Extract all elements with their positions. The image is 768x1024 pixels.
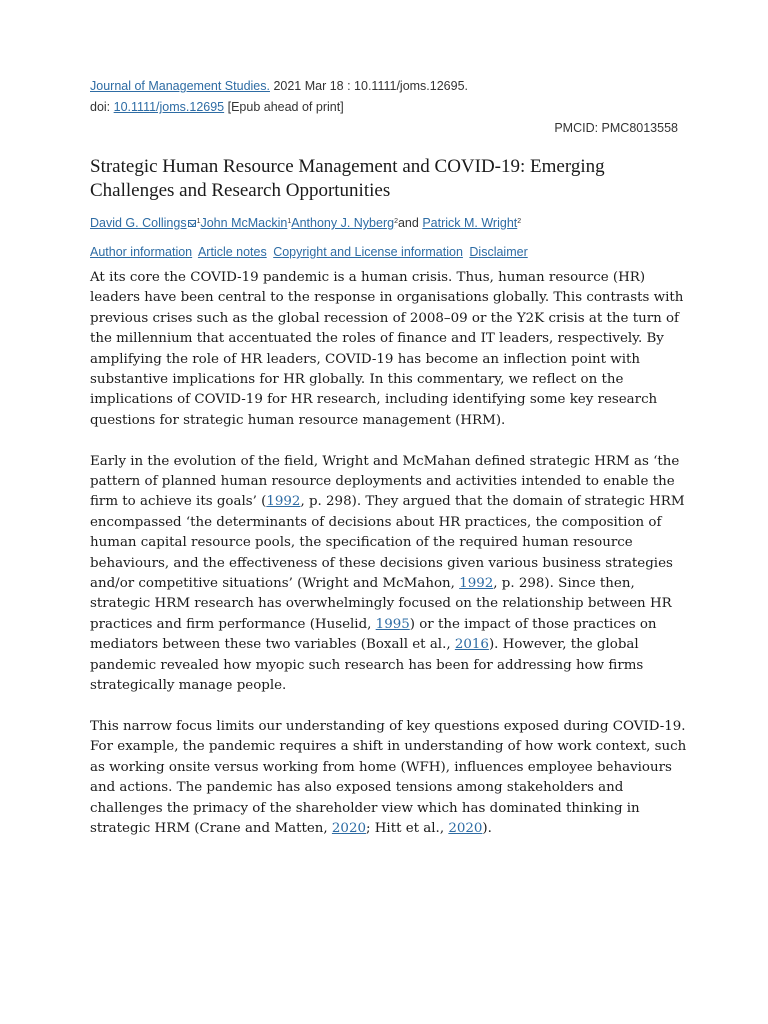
author-affiliation-sup: 2 [517, 218, 522, 225]
paragraph-text: Early in the evolution of the field, Wright and McMahan defined strategic HRM as ‘the pattern of planned human resource deployments and activities intended to enable the firm to achieve its goals’ ( [90, 453, 680, 510]
pmcid-label: PMCID: PMC8013558 [554, 121, 678, 135]
journal-link[interactable]: Journal of Management Studies. [90, 79, 270, 93]
author-joiner: and [397, 216, 423, 230]
paragraph-text: This narrow focus limits our understanding of key questions exposed during COVID-19. For example, the pandemic requires a shift in understanding of how work context, such as working onsite versus working from home (WFH), influences employee behaviours and actions. The pandemic has also exposed tensions among stakeholders and challenges the primacy of the shareholder view which has dominated thinking in strategic HRM (Crane and Matten, [90, 718, 687, 836]
email-icon[interactable] [188, 220, 196, 227]
article-body [90, 268, 690, 860]
reference-link[interactable]: 1992 [459, 576, 494, 592]
epub-note: [Epub ahead of print] [224, 100, 344, 114]
author-link-wright[interactable]: Patrick M. Wright [422, 216, 518, 230]
doi-link[interactable]: 10.1111/joms.12695 [113, 100, 225, 114]
reference-link[interactable]: 1995 [375, 616, 410, 632]
author-link-mcmackin[interactable]: John McMackin [200, 216, 288, 230]
author-link-collings[interactable]: David G. Collings [90, 216, 187, 230]
citation-date-doi: 2021 Mar 18 : 10.1111/joms.12695. [269, 79, 469, 93]
author-affiliation-sup: 1 [196, 218, 201, 225]
disclaimer-link[interactable]: Disclaimer [469, 245, 528, 259]
reference-link[interactable]: 1992 [266, 494, 301, 510]
paragraph-text: ). [482, 820, 492, 836]
paragraph-2 [90, 452, 690, 697]
paragraph-text: ) or the impact of those practices on mediators between these two variables (Boxall et al., [90, 616, 657, 653]
author-affiliation-sup: 1 [287, 218, 292, 225]
paragraph-text: , p. 298). Since then, strategic HRM research has overwhelmingly focused on the relationship between HR practices and firm performance (Huselid, [90, 576, 672, 632]
author-information-link[interactable]: Author information [90, 245, 193, 259]
author-affiliation-sup: 2 [394, 218, 398, 225]
reference-link[interactable]: 2020 [448, 820, 483, 836]
doi-label: doi: [90, 100, 114, 114]
article-notes-link[interactable]: Article notes [197, 245, 267, 259]
article-title: Strategic Human Resource Management and COVID-19: Emerging Challenges and Research Opportunities [90, 156, 605, 201]
article-info-links [90, 245, 531, 259]
doi-line [90, 100, 680, 114]
citation-line [90, 79, 680, 93]
copyright-link[interactable]: Copyright and License information [273, 245, 463, 259]
author-link-nyberg[interactable]: Anthony J. Nyberg [291, 216, 395, 230]
paragraph-1: At its core the COVID-19 pandemic is a human crisis. Thus, human resource (HR) leaders have been central to the response in organisations globally. This contrasts with previous crises such as the global recession of 2008–09 or the Y2K crisis at the turn of the millennium that accentuated the roles of finance and IT leaders, respectively. By amplifying the role of HR leaders, COVID-19 has become an inflection point with substantive implications for HR globally. In this commentary, we reflect on the implications of COVID-19 for HR research, including identifying some key research questions for strategic human resource management (HRM). [90, 270, 684, 428]
paragraph-text: ; Hitt et al., [365, 820, 449, 836]
reference-link[interactable]: 2020 [331, 820, 366, 836]
paragraph-text: ). However, the global pandemic revealed how myopic such research has been for addressing how firms strategically manage people. [90, 637, 644, 694]
paragraph-3 [90, 717, 690, 839]
reference-link[interactable]: 2016 [454, 637, 489, 653]
author-list [90, 216, 521, 230]
paragraph-text: , p. 298). They argued that the domain of strategic HRM encompassed ‘the determinants of decisions about HR practices, the composition of human capital resource pools, the specification of the required human resource behaviours, and the effectiveness of these decisions given various business strategies and/or competitive situations’ (Wright and McMahon, [90, 494, 685, 592]
